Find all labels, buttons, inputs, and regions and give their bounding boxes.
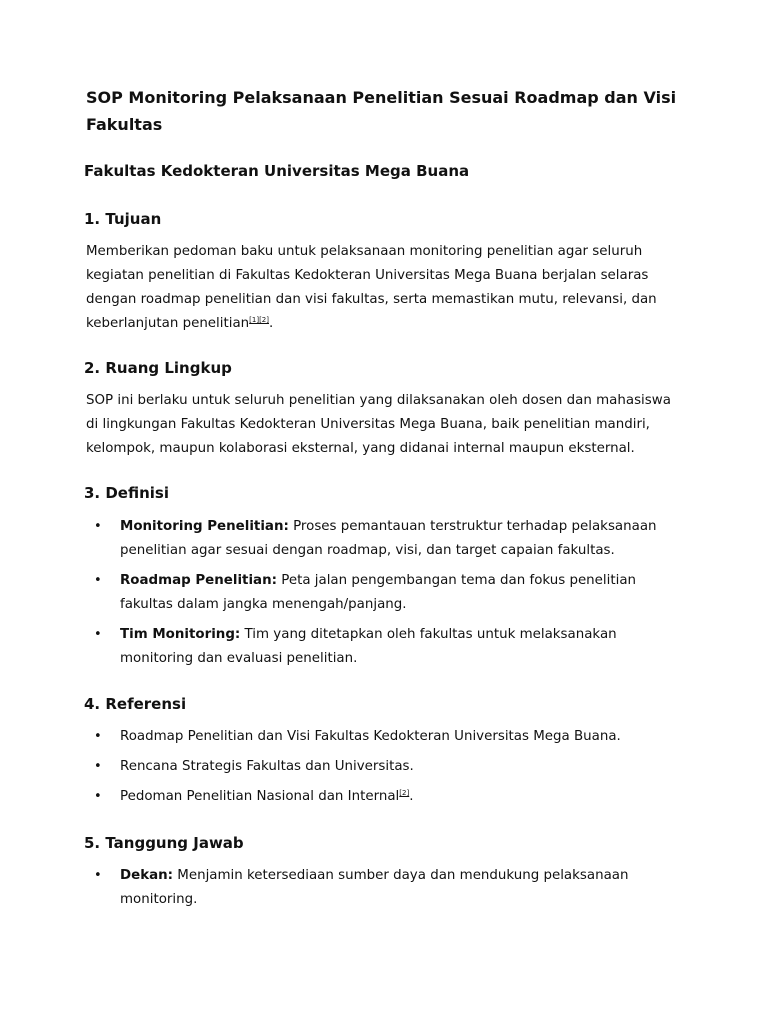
reference-period: . (409, 789, 414, 804)
responsibility-role: Dekan: (120, 868, 174, 883)
reference-list (86, 725, 686, 815)
definition-desc: Tim yang ditetapkan oleh fakultas untuk melaksanakan monitoring dan evaluasi penelitian. (120, 627, 617, 666)
bullet-icon: • (94, 759, 102, 774)
reference-text: Pedoman Penelitian Nasional dan Internal (120, 789, 400, 804)
reference-text: Rencana Strategis Fakultas dan Universitas. (120, 759, 414, 774)
list-item (86, 725, 686, 749)
list-item (86, 755, 686, 779)
tujuan-period: . (269, 316, 274, 331)
bullet-icon: • (94, 868, 102, 883)
footnote-ref-1-2[interactable]: [1][2] (249, 316, 269, 324)
faculty-name: Fakultas Kedokteran Universitas Mega Buana (84, 162, 470, 180)
list-item (86, 569, 686, 617)
bullet-icon: • (94, 789, 102, 804)
section-heading-tujuan: 1. Tujuan (84, 210, 162, 228)
tujuan-body: Memberikan pedoman baku untuk pelaksanaan monitoring penelitian agar seluruh kegiatan penelitian di Fakultas Kedokteran Universitas Mega Buana berjalan selaras dengan roadmap penelitian dan visi fakultas, serta memastikan mutu, relevansi, dan keberlanjutan penelitian (86, 244, 657, 331)
definition-list (86, 515, 686, 677)
list-item (86, 623, 686, 671)
section-text-ruang-lingkup: SOP ini berlaku untuk seluruh penelitian yang dilaksanakan oleh dosen dan mahasiswa di lingkungan Fakultas Kedokteran Universitas Mega Buana, baik penelitian mandiri, kelompok, maupun kolaborasi eksternal, yang didanai internal maupun eksternal. (86, 393, 671, 456)
bullet-icon: • (94, 519, 102, 534)
responsibility-desc: Menjamin ketersediaan sumber daya dan mendukung pelaksanaan monitoring. (120, 868, 629, 907)
footnote-ref-2[interactable]: [2] (399, 789, 410, 797)
section-heading-referensi: 4. Referensi (84, 695, 187, 713)
list-item (86, 785, 686, 809)
bullet-icon: • (94, 627, 102, 642)
definition-desc: Peta jalan pengembangan tema dan fokus penelitian fakultas dalam jangka menengah/panjang. (120, 573, 637, 612)
section-heading-ruang-lingkup: 2. Ruang Lingkup (84, 359, 232, 377)
document-title: SOP Monitoring Pelaksanaan Penelitian Sesuai Roadmap dan Visi Fakultas (86, 88, 677, 134)
list-item (86, 515, 686, 563)
definition-term: Roadmap Penelitian: (120, 573, 277, 588)
responsibility-list (86, 864, 686, 918)
bullet-icon: • (94, 573, 102, 588)
definition-term: Monitoring Penelitian: (120, 519, 289, 534)
section-heading-tanggung-jawab: 5. Tanggung Jawab (84, 834, 244, 852)
list-item (86, 864, 686, 912)
section-text-tujuan (86, 240, 686, 336)
section-heading-definisi: 3. Definisi (84, 484, 169, 502)
bullet-icon: • (94, 729, 102, 744)
definition-term: Tim Monitoring: (120, 627, 241, 642)
definition-desc: Proses pemantauan terstruktur terhadap pelaksanaan penelitian agar sesuai dengan roadmap, visi, dan target capaian fakultas. (120, 519, 657, 558)
reference-text: Roadmap Penelitian dan Visi Fakultas Kedokteran Universitas Mega Buana. (120, 729, 621, 744)
